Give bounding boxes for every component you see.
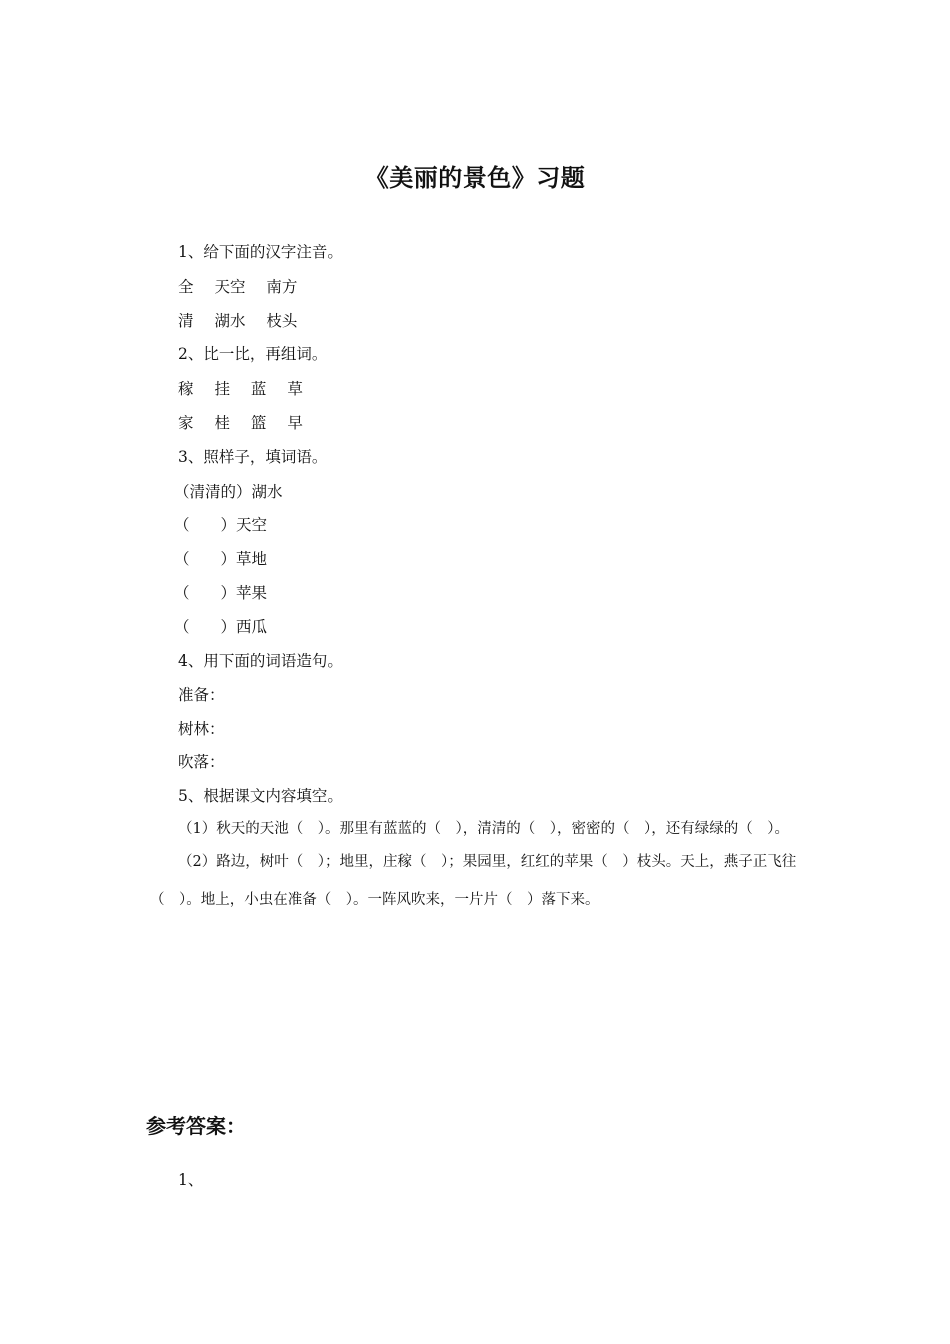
- word-item: 枝头: [266, 312, 298, 330]
- char-item: 草: [287, 380, 303, 398]
- char-item: 挂: [214, 380, 230, 398]
- question-5-paragraph-2: （2）路边，树叶（ ）；地里，庄稼（ ）；果园里，红红的苹果（ ）枝头。天上，燕子正飞往（ ）。地上，小虫在准备（ ）。一阵风吹来，一片片（ ）落下来。: [150, 854, 797, 908]
- question-2-row-1: [178, 379, 303, 399]
- question-1-heading: 1、给下面的汉字注音。: [178, 243, 343, 261]
- question-3-item: （ ）苹果: [174, 584, 268, 602]
- char-item: 蓝: [250, 380, 267, 398]
- question-1-row-2: [178, 311, 297, 331]
- question-5-heading: 5、根据课文内容填空。: [178, 787, 343, 805]
- question-2-row-2: [178, 413, 303, 433]
- word-item: 清: [178, 312, 194, 330]
- question-3-item: （ ）草地: [174, 550, 268, 568]
- word-item: 湖水: [214, 312, 246, 330]
- question-3-item: （ ）天空: [174, 516, 268, 534]
- question-3-example: （清清的）湖水: [174, 483, 283, 501]
- page-title: 《美丽的景色》习题: [364, 164, 586, 192]
- question-1-row-1: [178, 277, 297, 297]
- question-3-heading: 3、照样子，填词语。: [178, 448, 328, 466]
- question-2-heading: 2、比一比，再组词。: [178, 345, 328, 363]
- char-item: 稼: [178, 380, 194, 398]
- question-4-item: 吹落：: [178, 753, 225, 771]
- char-item: 桂: [214, 414, 230, 432]
- char-item: 篮: [250, 414, 267, 432]
- char-item: 早: [287, 414, 303, 432]
- question-4-item: 树林：: [178, 720, 225, 738]
- word-item: 全: [178, 278, 194, 296]
- answers-heading: 参考答案：: [146, 1114, 246, 1138]
- question-3-item: （ ）西瓜: [174, 618, 268, 636]
- word-item: 南方: [266, 278, 298, 296]
- char-item: 家: [178, 414, 194, 432]
- question-4-item: 准备：: [178, 686, 225, 704]
- question-5-paragraph-1: （1）秋天的天池（ ）。那里有蓝蓝的（ ），清清的（ ），密密的（ ），还有绿绿的（ ）。: [178, 821, 789, 837]
- answer-item: 1、: [178, 1171, 204, 1189]
- question-4-heading: 4、用下面的词语造句。: [178, 652, 343, 670]
- word-item: 天空: [214, 278, 246, 296]
